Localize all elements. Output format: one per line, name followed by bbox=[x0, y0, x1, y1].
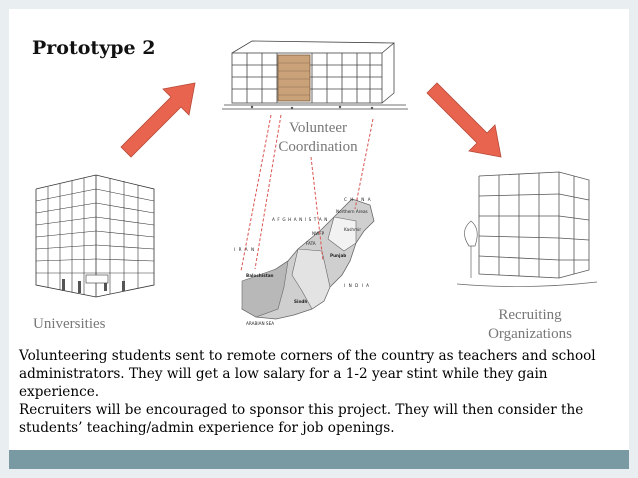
map-label-afghanistan: A F G H A N I S T A N bbox=[272, 217, 329, 222]
footer-bar bbox=[9, 450, 629, 469]
universities-building-sketch bbox=[26, 167, 166, 303]
volunteer-label-line2: Coordination bbox=[278, 139, 358, 155]
arrow-universities-to-volunteer bbox=[115, 79, 201, 161]
description-text bbox=[19, 347, 619, 437]
slide bbox=[9, 9, 629, 469]
map-label-balochistan: Balochistan bbox=[246, 273, 274, 278]
recruiting-label-line2: Organizations bbox=[488, 326, 572, 342]
recruiting-label-line1: Recruiting bbox=[498, 307, 562, 323]
map-label-punjab: Punjab bbox=[330, 253, 347, 258]
volunteer-building-sketch bbox=[222, 23, 408, 113]
universities-label: Universities bbox=[33, 316, 106, 332]
map-label-nwfp: NWFP bbox=[312, 231, 325, 236]
recruiting-organizations-label bbox=[475, 306, 585, 344]
map-label-arabian-sea: ARABIAN SEA bbox=[246, 321, 275, 326]
slide-title: Prototype 2 bbox=[32, 37, 156, 59]
map-label-iran: I R A N bbox=[234, 247, 256, 252]
map-label-fata: FATA bbox=[306, 241, 316, 246]
description-paragraph-2: Recruiters will be encouraged to sponsor this project. They will then consider the students’ teaching/admin experience for job openings. bbox=[19, 402, 584, 436]
volunteer-coordination-label bbox=[271, 119, 365, 157]
map-label-india: I N D I A bbox=[344, 283, 371, 288]
map-label-northern-areas: Northern Areas bbox=[336, 209, 368, 214]
map-label-china: C H I N A bbox=[344, 197, 372, 202]
description-paragraph-1: Volunteering students sent to remote corners of the country as teachers and school administrators. They will get a low salary for a 1-2 year stint while they gain experience. bbox=[19, 348, 596, 400]
volunteer-label-line1: Volunteer bbox=[288, 120, 348, 136]
recruiting-building-sketch bbox=[449, 166, 599, 298]
map-label-kashmir: Kashmir bbox=[344, 227, 362, 232]
map-label-sindh: Sindh bbox=[294, 299, 308, 304]
arrow-volunteer-to-recruiting bbox=[421, 81, 507, 163]
